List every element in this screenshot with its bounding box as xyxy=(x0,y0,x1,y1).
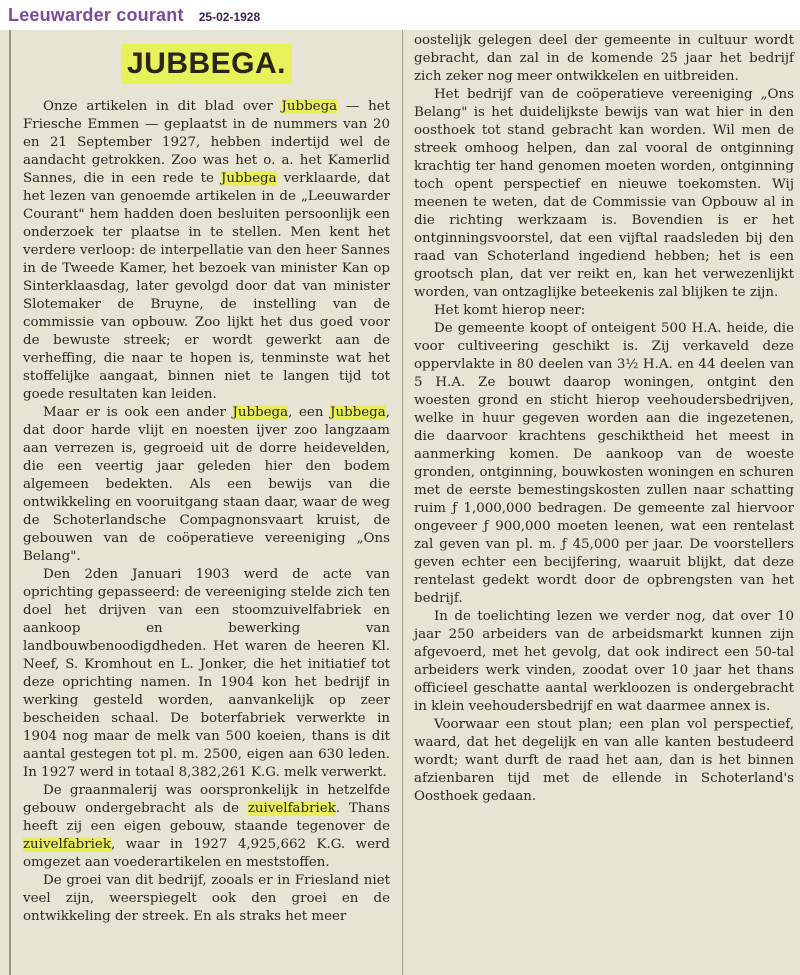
search-highlight: zuivelfabriek xyxy=(23,837,111,852)
paragraph: oostelijk gelegen deel der gemeente in cultuur wordt gebracht, dan zal in de komende 25 jaar het bedrijf zich zeker nog meer ontwikkelen en uitbreiden. xyxy=(414,33,794,84)
paragraph: Den 2den Januari 1903 werd de acte van oprichting gepasseerd: de vereeniging stelde zich ten doel het drijven van een stoomzuivelfabriek en aankoop en bewerking van landbouwbenoodigdheden. Het waren de heeren Kl. Neef, S. Kromhout en L. Jonker, die het initiatief tot deze oprichting namen. In 1904 kon het bedrijf in werking gesteld worden, aanvankelijk op zeer bescheiden schaal. De boterfabriek verwerkte in 1904 nog maar de melk van 500 koeien, thans is dit aantal gestegen tot pl. m. 2500, eigen aan 630 leden. In 1927 werd in totaal 8,382,261 K.G. melk verwerkt. xyxy=(23,567,390,780)
search-highlight: Jubbega xyxy=(232,405,289,420)
paragraph: De groei van dit bedrijf, zooals er in Friesland niet veel zijn, weerspiegelt ook den groei en de ontwikkeling der streek. En als straks het meer xyxy=(23,873,390,924)
search-highlight: Jubbega xyxy=(330,405,386,420)
paragraph: De graanmalerij was oorspronkelijk in hetzelfde gebouw ondergebracht als de zuivelfabriek. Thans heeft zij een eigen gebouw, staande tegenover de zuivelfabriek, waar in 1927 4,925,662 K.G. werd omgezet aan voederartikelen en meststoffen. xyxy=(23,783,390,870)
paragraph: Onze artikelen in dit blad over Jubbega — het Friesche Emmen — geplaatst in de nummers van 20 en 21 September 1927, hebben indertijd wel de aandacht getrokken. Zoo was het o. a. het Kamerlid Sannes, die in een rede te Jubbega verklaarde, dat het lezen van genoemde artikelen in de „Leeuwarder Courant" hem hadden doen besluiten persoonlijk een onderzoek ter plaatse in te stellen. Men kent het verdere verloop: de interpellatie van den heer Sannes in de Tweede Kamer, het bezoek van minister Kan op Sinterklaasdag, later gevolgd door dat van minister Slotemaker de Bruyne, de instelling van de commissie van opbouw. Zoo lijkt het dus goed voor de bewuste streek; er wordt gewerkt aan de verheffing, die naar te hopen is, tenminste wat het stoffelijke aangaat, binnen niet te langen tijd tot goede resultaten kan leiden. xyxy=(23,99,391,402)
search-highlight: Jubbega xyxy=(281,99,338,114)
publication-date: 25-02-1928 xyxy=(198,10,261,24)
search-highlight: zuivelfabriek xyxy=(247,801,336,816)
paragraph: In de toelichting lezen we verder nog, dat over 10 jaar 250 arbeiders van de arbeidsmarkt kunnen zijn afgevoerd, met het gevolg, dat ook indirect een 50-tal arbeiders werk vinden, zoodat over 10 jaar het thans officieel geschatte aantal werkloozen is ondergebracht in klein veehoudersbedrijf en wat daarmee annex is. xyxy=(414,609,794,714)
newspaper-title: Leeuwarder courant xyxy=(8,5,184,25)
paragraph: Maar er is ook een ander Jubbega, een Jubbega, dat door harde vlijt en noesten ijver zoo langzaam aan verrezen is, gegroeid uit de dorre heidevelden, die een veertig jaar geleden hier den bodem algemeen bedekten. Als een bewijs van die ontwikkeling en vooruitgang staan daar, waar de weg de Schoterlandsche Compagnonsvaart kruist, de gebouwen van de coöperatieve vereeniging „Ons Belang". xyxy=(23,405,390,564)
newspaper-clipping xyxy=(0,30,800,975)
paragraph: De gemeente koopt of onteigent 500 H.A. heide, die voor cultiveering geschikt is. Zij verkaveld deze oppervlakte in 80 deelen van 3½ H.A. en 44 deelen van 5 H.A. Ze bouwt daarop woningen, ontgint den woesten grond en sticht hierop veehoudersbedrijven, welke in huur gegeven worden aan die ingezetenen, die daarvoor krachtens geschiktheid het meest in aanmerking komen. De aankoop van de woeste gronden, ontginning, bouwkosten woningen en schuren met de eerste bemestingskosten zullen naar schatting ruim ƒ 1,000,000 bedragen. De gemeente zal hiervoor ongeveer ƒ 900,000 moeten leenen, wat een rentelast zal geven van pl. m. ƒ 45,000 per jaar. De voorstellers geven echter een becijfering, waaruit blijkt, dat deze rentelast gedekt wordt door de opbrengsten van het bedrijf. xyxy=(414,321,794,606)
paragraph: Het bedrijf van de coöperatieve vereeniging „Ons Belang" is het duidelijkste bewijs van wat hier in den oosthoek tot stand gebracht kan worden. Wil men de streek omhoog helpen, dan zal vooral de ontginning krachtig ter hand genomen moeten worden, ontginning toch opent perspectief en nieuwe toekomsten. Wij meenen te weten, dat de Commissie van Opbouw al in die richting werkzaam is. Bovendien is er het ontginningsvoorstel, dat een vijftal raadsleden bij den raad van Schoterland ingediend hebben; het is een grootsch plan, dat ver reikt en, kan het verwezenlijkt worden, van ontzaglijke beteekenis zal blijken te zijn. xyxy=(414,87,794,300)
paragraph: Voorwaar een stout plan; een plan vol perspectief, waard, dat het degelijk en van alle kanten bestudeerd wordt; want durft de raad het aan, dan is het binnen afzienbaren tijd met de ellende in Schoterland's Oosthoek gedaan. xyxy=(414,717,794,804)
article-column-1 xyxy=(9,30,397,975)
header-bar xyxy=(0,0,800,30)
article-headline: JUBBEGA. xyxy=(121,44,292,84)
search-highlight: Jubbega xyxy=(220,171,277,186)
paragraph: Het komt hierop neer: xyxy=(434,303,586,318)
headline-wrapper xyxy=(23,44,390,88)
article-column-2 xyxy=(402,30,798,975)
